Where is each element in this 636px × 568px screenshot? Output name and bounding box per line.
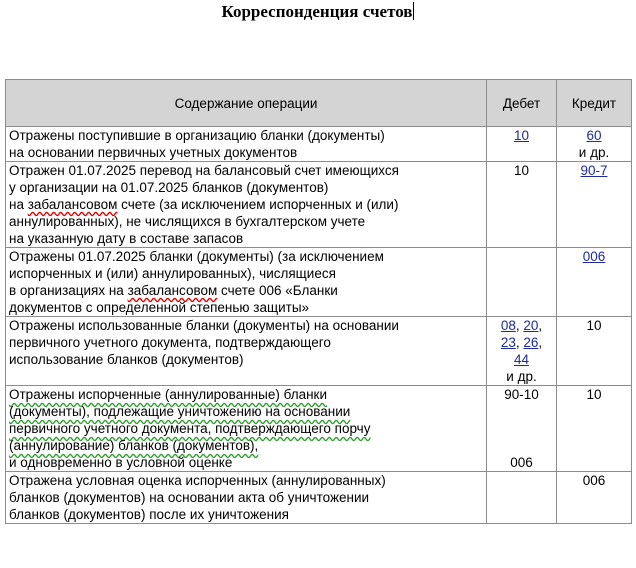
operation-cell [6, 127, 487, 162]
operation-text-fragment: счете 006 «Бланки [217, 283, 338, 298]
operation-cell [6, 248, 487, 317]
operation-text-line: Отражены испорченные (аннулированные) бланки [9, 387, 327, 402]
header-credit: Кредит [557, 80, 632, 127]
document-title [0, 2, 636, 22]
operation-text-line [9, 282, 483, 299]
debit-account-link[interactable]: 23 [500, 335, 516, 350]
operation-text-line: бланков (документов) после их уничтожения [9, 507, 289, 522]
text-cursor [413, 2, 414, 20]
operation-text-fragment: на [9, 197, 28, 212]
operation-text-fragment: счете (за исключением испорченных и (или) [117, 197, 399, 212]
operation-text-line: Отражены 01.07.2025 бланки (документы) (за исключением [9, 249, 384, 264]
operation-cell [6, 386, 487, 472]
table-row [6, 472, 632, 524]
operation-text-line [9, 196, 483, 213]
operation-text-line: испорченных и (или) аннулированных), числящиеся [9, 266, 336, 281]
operation-cell [6, 162, 487, 248]
operation-text-line: Отражен 01.07.2025 перевод на балансовый счет имеющихся [9, 163, 399, 178]
debit-cell [487, 162, 557, 248]
operation-text-line: Отражены использованные бланки (документы) на основании [9, 318, 399, 333]
operation-text-line: Отражена условная оценка испорченных (аннулированных) [9, 473, 386, 488]
correspondence-table [5, 79, 632, 524]
debit-note: и др. [506, 369, 537, 384]
debit-account-link[interactable]: 10 [513, 128, 530, 143]
header-debit: Дебет [487, 80, 557, 127]
credit-account: 006 [582, 473, 606, 488]
spellcheck-word: забалансовом [127, 283, 218, 298]
debit-account-link[interactable]: 08 [500, 318, 516, 333]
table-row [6, 162, 632, 248]
operation-text-line: документов с определенной степенью защиты» [9, 300, 310, 315]
credit-cell [557, 127, 632, 162]
operation-text-line: на основании первичных учетных документов [9, 145, 298, 160]
spellcheck-word: забалансовом [27, 197, 118, 212]
operation-text-fragment: в организациях на [9, 283, 128, 298]
table-header-row [6, 80, 632, 127]
debit-account-link[interactable]: 44 [513, 352, 530, 367]
table-row [6, 317, 632, 386]
debit-cell [487, 127, 557, 162]
operation-text-line: на указанную дату в составе запасов [9, 231, 244, 246]
operation-cell [6, 472, 487, 524]
operation-text-line: у организации на 01.07.2025 бланков (документов) [9, 180, 329, 195]
debit-account-second: 006 [510, 455, 533, 470]
credit-cell [557, 317, 632, 386]
operation-text-line: первичного учетного документа, подтверждающего порчу [9, 421, 371, 436]
header-operation: Содержание операции [6, 80, 487, 127]
operation-text-line: (аннулирование) бланков (документов), [9, 438, 259, 453]
operation-cell [6, 317, 487, 386]
debit-account: 10 [513, 163, 530, 178]
operation-text-line: Отражены поступившие в организацию бланки (документы) [9, 128, 385, 143]
debit-account-link[interactable]: 26 [523, 335, 539, 350]
table-row [6, 248, 632, 317]
credit-note: и др. [578, 145, 610, 160]
credit-account-link[interactable]: 90-7 [580, 163, 608, 178]
table-row [6, 386, 632, 472]
operation-text-line: (документы), подлежащие уничтожению на основании [9, 404, 351, 419]
operation-text-line: бланков (документов) на основании акта об уничтожении [9, 490, 370, 505]
credit-account: 10 [586, 318, 602, 333]
operation-text-line: аннулированных), не числящихся в бухгалтерском учете [9, 214, 366, 229]
debit-cell [487, 386, 557, 472]
credit-account: 10 [586, 387, 602, 402]
debit-account: 90-10 [504, 387, 539, 402]
credit-cell [557, 162, 632, 248]
operation-text-line: использование бланков (документов) [9, 352, 244, 367]
credit-cell [557, 386, 632, 472]
credit-account-link[interactable]: 60 [586, 128, 602, 143]
debit-cell [487, 248, 557, 317]
debit-cell [487, 472, 557, 524]
debit-account-link[interactable]: 20 [523, 318, 539, 333]
credit-account-link[interactable]: 006 [582, 249, 606, 264]
credit-cell [557, 248, 632, 317]
operation-text-line: и одновременно в условной оценке [9, 455, 233, 470]
credit-cell [557, 472, 632, 524]
operation-text-line: первичного учетного документа, подтверждающего [9, 335, 331, 350]
debit-cell: 08, 20, 23, 26, 44 и др. [487, 317, 557, 386]
document-title-text: Корреспонденция счетов [221, 2, 413, 21]
table-row [6, 127, 632, 162]
